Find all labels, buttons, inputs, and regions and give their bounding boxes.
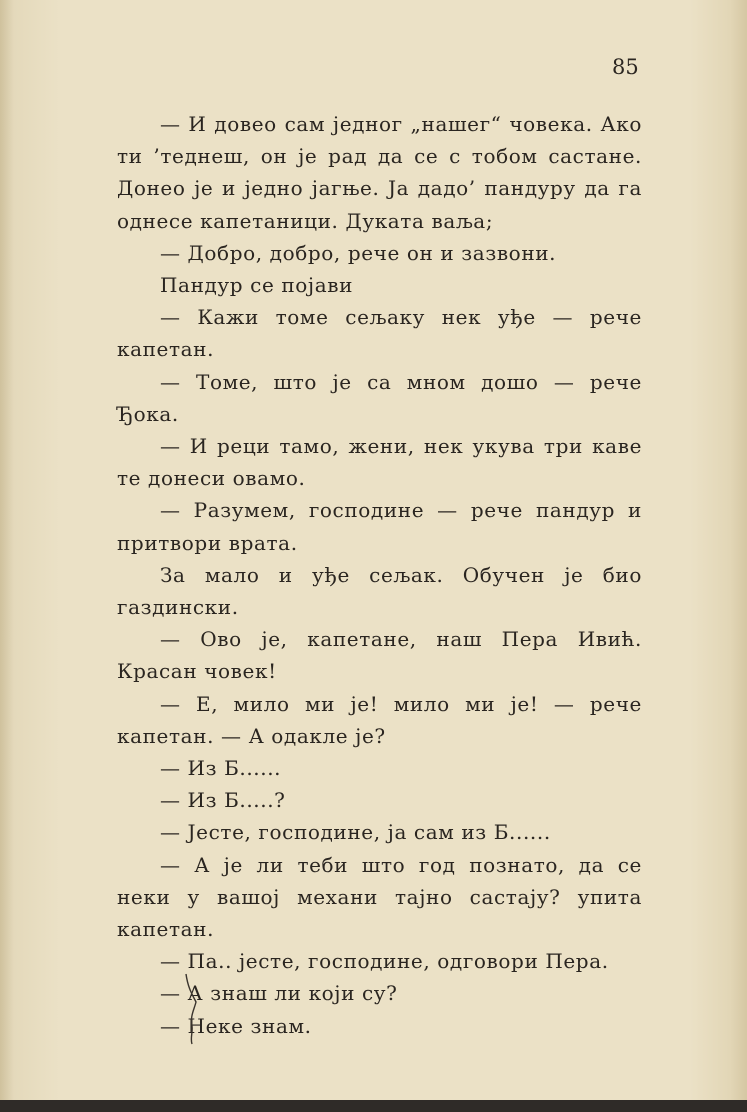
paragraph: За мало и уђе сељак. Обучен је био газдински. [117,562,642,620]
paragraph: — Ово је, капетане, наш Пера Ивић. Красан човек! [117,627,642,684]
paragraph: — И реци тамо, жени, нек укува три каве те донеси овамо. [117,434,642,491]
paragraph: — А знаш ли који су? [160,981,398,1006]
paragraph: — Па.. јесте, господине, одговори Пера. [160,949,609,974]
pencil-mark [180,970,210,1050]
paragraph: — Томе, што је са мном дошо — рече Ђока. [117,369,642,426]
page-body [117,108,642,1042]
page-number: 85 [612,55,639,79]
paragraph: — А је ли теби што год познато, да се неки у вашој механи тајно састају? упита капетан. [117,852,642,942]
paragraph: — Кажи томе сељаку нек уђе — рече капетан. [117,305,642,362]
paragraph: — И довео сам једног „нашег“ човека. Ако ти ’теднеш, он је рад да се с тобом састане. Донео је и једно јагње. Ја дадо’ пандуру да га однесе капетаници. Дуката ваља; [117,112,642,233]
paragraph: — Из Б...... [160,756,282,781]
paragraph: Пандур се појави [160,273,354,298]
paragraph: — Е, мило ми је! мило ми је! — рече капетан. — А одакле је? [117,691,642,748]
paragraph: — Добро, добро, рече он и зазвони. [160,240,557,265]
paragraph: — Разумем, господине — рече пандур и притвори врата. [117,498,642,555]
paragraph: — Неке знам. [160,1013,312,1038]
paragraph: — Јесте, господине, ја сам из Б...... [160,820,551,845]
paragraph: — Из Б.....? [160,788,286,813]
